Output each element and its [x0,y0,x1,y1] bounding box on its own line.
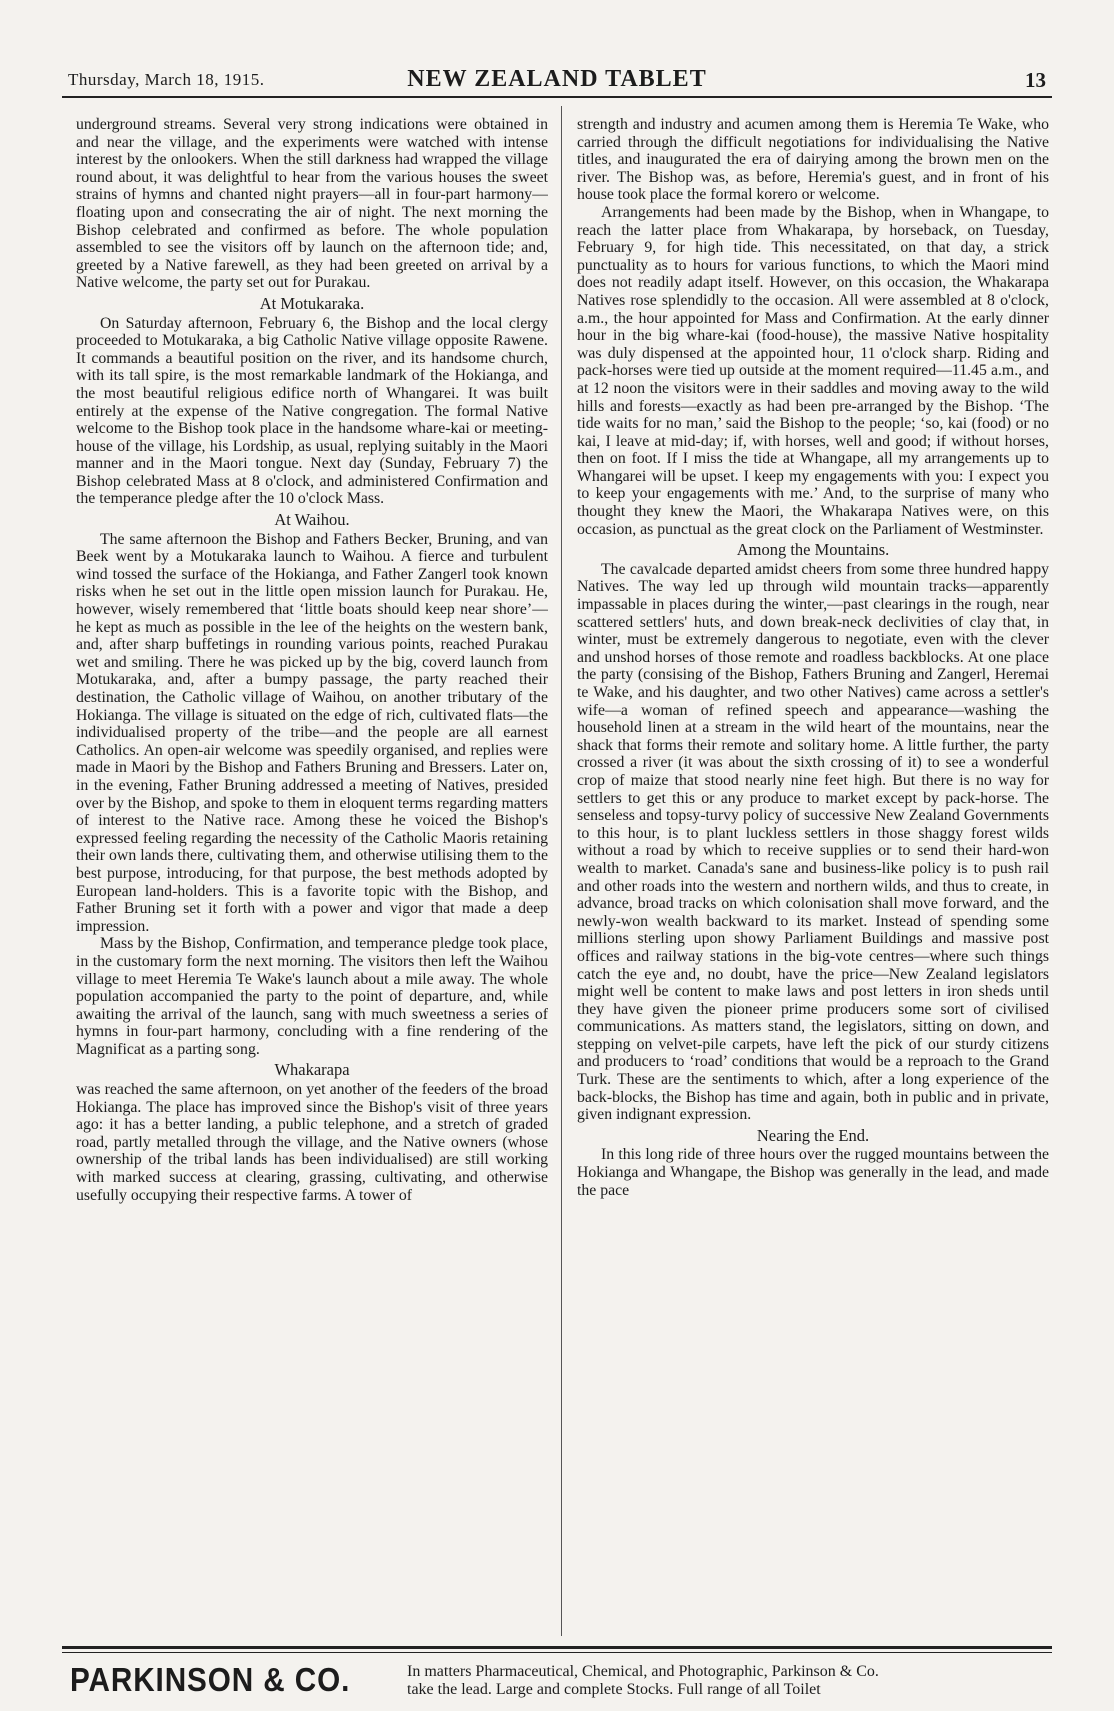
section-heading: Among the Mountains. [736,540,890,560]
footer-advertisement [62,1646,1052,1709]
left-column [76,116,548,1636]
column-divider [561,106,562,1636]
ad-line: In matters Pharmaceutical, Chemical, and Photographic, Parkinson & Co. [407,1663,879,1680]
paragraph: The same afternoon the Bishop and Fathers Becker, Bruning, and van Beek went by a Motukaraka launch to Waihou. A fierce and turbulent wind tossed the surface of the Hokianga, and Father Zangerl took known risks when he set out in the little open mission launch for Purakau. He, however, wisely remembered that ‘little boats should keep near shore’—he kept as much as possible in the lee of the heights on the western bank, and, after sharp buffetings in rounding various points, reached Purakau wet and smiling. There he was picked up by the big, coverd launch from Motukaraka, and, after a bumpy passage, the party reached their destination, the Catholic village of Waihou, on another tributary of the Hokianga. The village is situated on the edge of rich, cultivated flats—the individualised property of the tribe—and the people are all earnest Catholics. An open-air welcome was speedily organised, and replies were made in Maori by the Bishop and Fathers Bruning and Bressers. Later on, in the evening, Father Bruning addressed a meeting of Natives, presided over by the Bishop, and spoke to them in eloquent terms regarding matters of interest to the Native race. Among these he voiced the Bishop's expressed feeling regarding the necessity of the Catholic Maoris retaining their own lands there, cultivating them, and otherwise utilising them to the best purpose, introducing, for that purpose, the best methods adopted by European land-holders. This is a favorite topic with the Bishop, and Father Bruning set it forth with a power and vigor that made a deep impression. [76,530,548,935]
newspaper-title: NEW ZEALAND TABLET [407,66,707,92]
paragraph: On Saturday afternoon, February 6, the Bishop and the local clergy proceeded to Motukaraka, a big Catholic Native village opposite Rawene. It commands a beautiful position on the river, and its handsome church, with its tall spire, is the most remarkable landmark of the Hokianga, and the most beautiful religious edifice north of Whangarei. It was built entirely at the expense of the Native congregation. The formal Native welcome to the Bishop took place in the handsome whare-kai or meeting-house of the village, his Lordship, as usual, replying suitably in the Maori manner and in the Maori tongue. Next day (Sunday, February 7) the Bishop celebrated Mass at 8 o'clock, and administered Confirmation and the temperance pledge after the 10 o'clock Mass. [76,314,548,508]
right-column [577,116,1049,1636]
section-heading: Nearing the End. [756,1125,870,1145]
advertisement-text [407,1663,1047,1699]
paragraph: strength and industry and acumen among them is Heremia Te Wake, who carried through the difficult negotiations for individualising the Native titles, and inaugurated the era of dairying among the brown men on the river. The Bishop was, as before, Heremia's guest, and in front of his house took place the formal korero or welcome. [577,116,1049,204]
section-heading: At Waihou. [274,510,350,530]
paragraph: Mass by the Bishop, Confirmation, and temperance pledge took place, in the customary form the next morning. The visitors then left the Waihou village to meet Heremia Te Wake's launch about a mile away. The whole population accompanied the party to the point of departure, and, while awaiting the arrival of the launch, sang with much sweetness a series of hymns in four-part harmony, concluding with a fine rendering of the Magnificat as a parting song. [76,935,548,1058]
page-number: 13 [1025,68,1046,92]
paragraph: Arrangements had been made by the Bishop, when in Whangape, to reach the latter place from Whakarapa, by horseback, on Tuesday, February 9, for high tide. This necessitated, on that day, a strick punctuality as to hours for various functions, to which the Maori mind does not readily adapt itself. However, on this occasion, the Whakarapa Natives rose splendidly to the occasion. All were assembled at 8 o'clock, a.m., the hour appointed for Mass and Confirmation. At the early dinner hour in the big whare-kai (food-house), the massive Native hospitality was duly dispensed at the appointed hour, 11 o'clock sharp. Riding and pack-horses were tied up outside at the moment required—11.45 a.m., and at 12 noon the visitors were in their saddles and moving away to the wild hills and forests—exactly as had been pre-arranged by the Bishop. ‘The tide waits for no man,’ said the Bishop to the people; ‘so, kai (food) or no kai, I leave at mid-day; if, with horses, well and good; if without horses, then on foot. If I miss the tide at Whangape, all my arrangements up to Whangarei will be upset. I keep my engagements with you: I expect you to keep your engagements with me.’ And, to the surprise of many who thought they knew the Maori, the Whakarapa Natives were, on this occasion, as punctual as the great clock on the Parliament of Westminster. [577,203,1049,538]
masthead [62,66,1052,98]
paragraph: underground streams. Several very strong indications were obtained in and near the village, and the experiments were watched with intense interest by the onlookers. When the still darkness had wrapped the village round about, it was delightful to hear from the various houses the sweet strains of hymns and chanted night prayers—all in four-part harmony—floating upon and consecrating the air of night. The next morning the Bishop celebrated and confirmed as before. The whole population assembled to see the visitors off by launch on the afternoon tide; and, greeted by a Native farewell, as they had been greeted on arrival by a Native welcome, the party set out for Purakau. [76,116,548,292]
section-heading: At Motukaraka. [259,293,365,313]
advertiser-name: PARKINSON & CO. [70,1661,351,1698]
section-heading: Whakarapa [274,1060,350,1080]
ad-line: take the lead. Large and complete Stocks. Full range of all Toilet [407,1681,821,1698]
paragraph: In this long ride of three hours over the rugged mountains between the Hokianga and Whangape, the Bishop was generally in the lead, and made the pace [577,1146,1049,1199]
issue-date: Thursday, March 18, 1915. [68,70,265,89]
paragraph: The cavalcade departed amidst cheers from some three hundred happy Natives. The way led up through wild mountain tracks—apparently impassable in places during the winter,—past clearings in the rough, near scattered settlers' huts, and down break-neck declivities of clay that, in winter, must be extremely dangerous to negotiate, even with the clever and unshod horses of those remote and roadless backblocks. At one place the party (consising of the Bishop, Fathers Bruning and Zangerl, Heremai te Wake, and his daughter, and two other Natives) came across a settler's wife—a woman of refined speech and appearance—washing the household linen at a stream in the wild heart of the mountains, near the shack that forms their remote and solitary home. A little further, the party crossed a river (it was about the sixth crossing of it) to see a wonderful crop of maize that stood nearly nine feet high. But there is no way for settlers to get this or any produce to market except by pack-horse. The senseless and topsy-turvy policy of successive New Zealand Governments to this hour, is to plant luckless settlers in those shaggy forest wilds without a road by which to receive supplies or to send their hard-won wealth to market. Canada's sane and business-like policy is to push rail and other roads into the western and northern wilds, and thus to create, in advance, broad tracks on which colonisation shall move forward, and the newly-won wealth backward to its market. Instead of spending some millions sterling upon showy Parliament Buildings and massive post offices and railway stations in the big-vote centres—where such things catch the eye and, no doubt, have the price—New Zealand legislators might well be content to make laws and post letters in iron sheds until they have given the pioneer prime producers some sort of civilised communications. As matters stand, the legislators, sitting on down, and stepping on velvet-pile carpets, have left the pick of our sturdy citizens and producers to ‘road’ conditions that would be a reproach to the Grand Turk. These are the sentiments to which, after a long experience of the back-blocks, the Bishop has time and again, both in public and in private, given indignant expression. [577,560,1049,1124]
paragraph: was reached the same afternoon, on yet another of the feeders of the broad Hokianga. The place has improved since the Bishop's visit of three years ago: it has a better landing, a public telephone, and a stretch of graded road, partly metalled through the village, and the Native owners (whose ownership of the tribal lands has been individualised) are still working with marked success at clearing, grassing, cultivating, and otherwise usefully occupying their respective farms. A tower of [76,1081,548,1204]
